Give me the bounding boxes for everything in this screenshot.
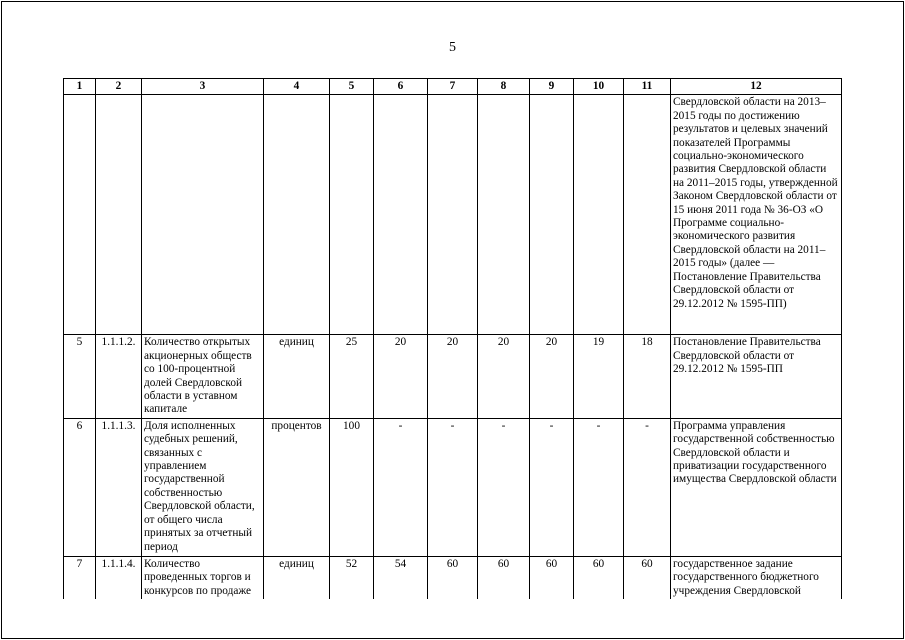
value-col8	[478, 95, 530, 335]
column-header: 2	[96, 79, 142, 95]
row-number: 5	[64, 335, 96, 418]
indicator-code	[96, 95, 142, 335]
table-row	[64, 556, 842, 599]
unit	[264, 95, 330, 335]
column-header: 8	[478, 79, 530, 95]
table-row	[64, 335, 842, 418]
indicators-table	[63, 78, 842, 599]
value-col7: 60	[428, 556, 478, 599]
value-col7: -	[428, 418, 478, 556]
value-col6	[374, 95, 428, 335]
value-col11: 60	[624, 556, 671, 599]
unit: процентов	[264, 418, 330, 556]
indicator-code: 1.1.1.3.	[96, 418, 142, 556]
value-col6: -	[374, 418, 428, 556]
column-header: 4	[264, 79, 330, 95]
column-header: 5	[330, 79, 374, 95]
value-col9: 60	[530, 556, 574, 599]
value-col11: -	[624, 418, 671, 556]
value-col8: -	[478, 418, 530, 556]
source-document: Свердловской области на 2013–2015 годы по достижению результатов и целевых значений показателей Программы социально-экономического развития Свердловской области на 2011–2015 годы, утвержденной Законом Свердловской области от 15 июня 2011 года № 36-ОЗ «О Программе социально-экономического развития Свердловской области на 2011–2015 годы» (далее — Постановление Правительства Свердловской области от 29.12.2012 № 1595-ПП)	[671, 95, 842, 335]
unit: единиц	[264, 556, 330, 599]
column-header: 12	[671, 79, 842, 95]
value-col8: 20	[478, 335, 530, 418]
value-col8: 60	[478, 556, 530, 599]
source-document: Постановление Правительства Свердловской области от 29.12.2012 № 1595-ПП	[671, 335, 842, 418]
indicator-code: 1.1.1.4.	[96, 556, 142, 599]
column-header: 9	[530, 79, 574, 95]
value-col9	[530, 95, 574, 335]
value-col6: 54	[374, 556, 428, 599]
indicator-name	[142, 95, 264, 335]
value-col5: 100	[330, 418, 374, 556]
value-col11: 18	[624, 335, 671, 418]
column-header: 3	[142, 79, 264, 95]
page-number: 5	[449, 40, 456, 55]
column-header: 6	[374, 79, 428, 95]
source-document: Программа управления государственной собственностью Свердловской области и приватизации государственного имущества Свердловской области	[671, 418, 842, 556]
value-col7	[428, 95, 478, 335]
value-col5: 25	[330, 335, 374, 418]
column-header: 7	[428, 79, 478, 95]
value-col9: -	[530, 418, 574, 556]
value-col5	[330, 95, 374, 335]
value-col7: 20	[428, 335, 478, 418]
indicator-code: 1.1.1.2.	[96, 335, 142, 418]
source-document: государственное задание государственного бюджетного учреждения Свердловской	[671, 556, 842, 599]
unit: единиц	[264, 335, 330, 418]
row-number: 7	[64, 556, 96, 599]
table-row-continuation	[64, 95, 842, 335]
indicator-name: Доля исполненных судебных решений, связанных с управлением государственной собственностью Свердловской области, от общего числа принятых за отчетный период	[142, 418, 264, 556]
value-col10: 19	[574, 335, 624, 418]
row-number: 6	[64, 418, 96, 556]
column-header: 1	[64, 79, 96, 95]
value-col10: -	[574, 418, 624, 556]
column-header: 11	[624, 79, 671, 95]
value-col10: 60	[574, 556, 624, 599]
header-row	[64, 79, 842, 95]
indicator-name: Количество открытых акционерных обществ со 100-процентной долей Свердловской области в уставном капитале	[142, 335, 264, 418]
value-col11	[624, 95, 671, 335]
table-row	[64, 418, 842, 556]
value-col10	[574, 95, 624, 335]
value-col5: 52	[330, 556, 374, 599]
value-col9: 20	[530, 335, 574, 418]
column-header: 10	[574, 79, 624, 95]
row-number	[64, 95, 96, 335]
indicator-name: Количество проведенных торгов и конкурсов по продаже	[142, 556, 264, 599]
value-col6: 20	[374, 335, 428, 418]
